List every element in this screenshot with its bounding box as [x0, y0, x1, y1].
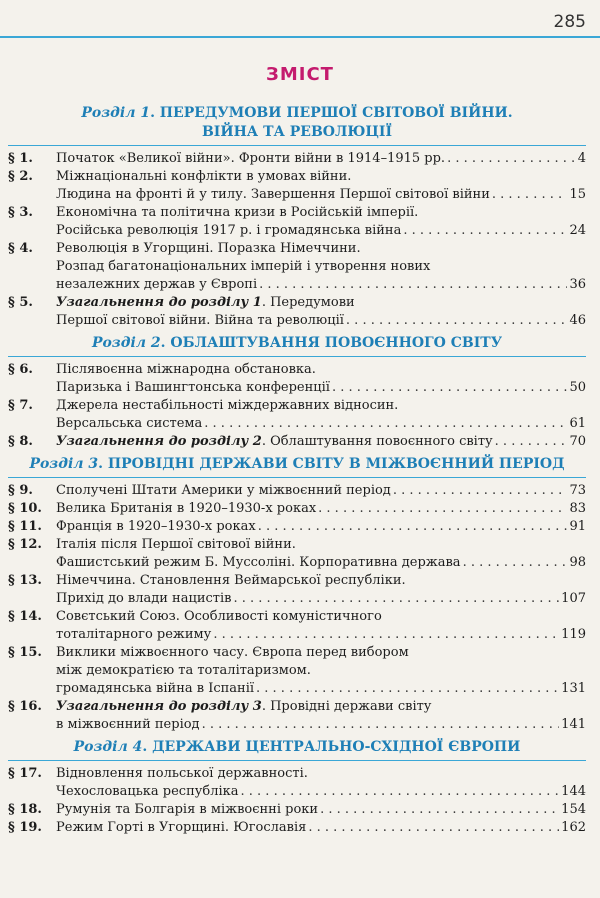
entry-page-number: 119 — [561, 627, 586, 642]
entry-body — [56, 168, 586, 204]
entry-number: § 14. — [8, 609, 42, 624]
entry-body — [56, 433, 586, 451]
entry-last-line — [56, 801, 586, 819]
entry-page-number: 50 — [569, 380, 586, 395]
entry-body — [56, 644, 586, 698]
entry-text: Фашистський режим Б. Муссоліні. Корпоративна держава — [56, 555, 461, 570]
entry-last-line — [56, 222, 586, 240]
toc-entry[interactable] — [8, 518, 586, 536]
entry-body — [56, 361, 586, 397]
summary-label: Узагальнення до розділу 3 — [56, 699, 262, 714]
section-name: . ПРОВІДНІ ДЕРЖАВИ СВІТУ В МІЖВОЄННИЙ ПЕРІОД — [98, 456, 565, 472]
entry-text: громадянська війна в Іспанії — [56, 681, 255, 696]
entry-last-line — [56, 276, 586, 294]
section-name: . ПЕРЕДУМОВИ ПЕРШОЇ СВІТОВОЇ ВІЙНИ. — [150, 105, 513, 121]
entry-text: . Передумови — [261, 295, 355, 310]
page-title: ЗМІСТ — [266, 64, 334, 85]
entry-page-number: 83 — [569, 501, 586, 516]
entry-number: § 2. — [8, 169, 33, 184]
entry-body — [56, 240, 586, 294]
dot-leader — [258, 518, 568, 536]
dot-leader — [256, 680, 559, 698]
toc-entry[interactable] — [8, 698, 586, 734]
entry-number: § 7. — [8, 398, 33, 413]
entry-number: § 6. — [8, 362, 33, 377]
entry-number: § 16. — [8, 699, 42, 714]
section-divider — [8, 477, 586, 478]
entry-line: Революція в Угорщині. Поразка Німеччини. — [56, 241, 361, 256]
entry-last-line — [56, 150, 586, 168]
entry-body — [56, 801, 586, 819]
entry-body — [56, 572, 586, 608]
entry-page-number: 141 — [561, 717, 586, 732]
entry-last-line — [56, 716, 586, 734]
entry-page-number: 15 — [569, 187, 586, 202]
entry-last-line — [56, 783, 586, 801]
section-name: . ОБЛАШТУВАННЯ ПОВОЄННОГО СВІТУ — [160, 335, 503, 351]
entry-number: § 5. — [8, 295, 33, 310]
entry-page-number: 4 — [577, 151, 586, 166]
entry-text: Режим Горті в Угорщині. Югославія — [56, 820, 307, 835]
toc-entry[interactable] — [8, 204, 586, 240]
entry-body — [56, 819, 586, 837]
dot-leader — [204, 415, 567, 433]
entry-body — [56, 765, 586, 801]
entry-text: Румунія та Болгарія в міжвоєнні роки — [56, 802, 319, 817]
dot-leader — [308, 819, 559, 837]
entry-page-number: 144 — [561, 784, 586, 799]
section-divider — [8, 145, 586, 146]
toc-entry[interactable] — [8, 500, 586, 518]
entry-text: Людина на фронті й у тилу. Завершення Першої світової війни — [56, 187, 490, 202]
dot-leader — [332, 379, 567, 397]
entry-text: Версальська система — [56, 416, 203, 431]
entry-last-line — [56, 680, 586, 698]
section-name: . ДЕРЖАВИ ЦЕНТРАЛЬНО-СХІДНОЇ ЄВРОПИ — [142, 739, 521, 755]
entry-page-number: 98 — [569, 555, 586, 570]
entry-line: Міжнаціональні конфлікти в умовах війни. — [56, 169, 352, 184]
section-label: Розділ 2 — [91, 335, 161, 351]
dot-leader — [202, 716, 560, 734]
entry-page-number: 36 — [569, 277, 586, 292]
entry-line — [56, 294, 586, 312]
dot-leader — [318, 500, 567, 518]
dot-leader — [346, 312, 568, 330]
section-divider — [8, 760, 586, 761]
toc-entry[interactable] — [8, 240, 586, 294]
toc-entry[interactable] — [8, 168, 586, 204]
entry-body — [56, 204, 586, 240]
entry-number: § 15. — [8, 645, 42, 660]
dot-leader — [241, 783, 560, 801]
entry-number: § 17. — [8, 766, 42, 781]
entry-text: Першої світової війни. Війна та революції — [56, 313, 344, 328]
dot-leader — [463, 554, 568, 572]
toc-entry[interactable] — [8, 536, 586, 572]
entry-body — [56, 608, 586, 644]
entry-number: § 3. — [8, 205, 33, 220]
toc-entry[interactable] — [8, 482, 586, 500]
entry-last-line — [56, 590, 586, 608]
toc-entry[interactable] — [8, 801, 586, 819]
dot-leader — [403, 222, 567, 240]
entry-number: § 1. — [8, 151, 33, 166]
header-rule — [0, 0, 600, 38]
entry-body — [56, 150, 586, 168]
toc-entry[interactable] — [8, 644, 586, 698]
entry-body — [56, 518, 586, 536]
section-heading — [8, 104, 586, 142]
entry-text: Сполучені Штати Америки у міжвоєнний період — [56, 483, 391, 498]
entry-page-number: 73 — [569, 483, 586, 498]
entry-last-line — [56, 415, 586, 433]
entry-line: Виклики міжвоєнного часу. Європа перед вибором — [56, 645, 409, 660]
entry-line: Розпад багатонаціональних імперій і утворення нових — [56, 259, 431, 274]
toc-entry[interactable] — [8, 572, 586, 608]
entry-body — [56, 536, 586, 572]
table-of-contents — [8, 100, 586, 837]
entry-page-number: 162 — [561, 820, 586, 835]
entry-page-number: 46 — [569, 313, 586, 328]
entry-line: Економічна та політична кризи в Російській імперії. — [56, 205, 419, 220]
dot-leader — [213, 626, 559, 644]
entry-text — [56, 433, 493, 451]
entry-number: § 9. — [8, 483, 33, 498]
toc-entry[interactable] — [8, 294, 586, 330]
entry-body — [56, 482, 586, 500]
entry-number: § 10. — [8, 501, 42, 516]
entry-text: Початок «Великої війни». Фронти війни в 1914–1915 рр. — [56, 151, 446, 166]
entry-page-number: 24 — [569, 223, 586, 238]
entry-last-line — [56, 482, 586, 500]
toc-entry[interactable] — [8, 608, 586, 644]
entry-page-number: 91 — [569, 519, 586, 534]
entry-page-number: 107 — [561, 591, 586, 606]
entry-number: § 11. — [8, 519, 42, 534]
entry-last-line — [56, 433, 586, 451]
entry-text: Чехословацька республіка — [56, 784, 239, 799]
entry-text: Франція в 1920–1930-х роках — [56, 519, 256, 534]
toc-entry[interactable] — [8, 397, 586, 433]
entry-text: в міжвоєнний період — [56, 717, 200, 732]
entry-number: § 12. — [8, 537, 42, 552]
entry-text: . Провідні держави світу — [261, 699, 432, 714]
dot-leader — [492, 186, 568, 204]
entry-number: § 8. — [8, 434, 33, 449]
toc-entry[interactable] — [8, 765, 586, 801]
entry-last-line — [56, 186, 586, 204]
section-label: Розділ 1 — [81, 105, 151, 121]
entry-last-line — [56, 518, 586, 536]
entry-number: § 18. — [8, 802, 42, 817]
section-name-line2: ВІЙНА ТА РЕВОЛЮЦІЇ — [201, 124, 393, 140]
entry-last-line — [56, 819, 586, 837]
entry-last-line — [56, 312, 586, 330]
entry-page-number: 131 — [561, 681, 586, 696]
summary-label: Узагальнення до розділу 2 — [56, 434, 262, 449]
entry-last-line — [56, 379, 586, 397]
dot-leader — [495, 433, 568, 451]
section-heading — [8, 455, 586, 474]
summary-label: Узагальнення до розділу 1 — [56, 295, 262, 310]
section-label: Розділ 4 — [73, 739, 143, 755]
section-label: Розділ 3 — [29, 456, 99, 472]
entry-text: Прихід до влади нацистів — [56, 591, 232, 606]
entry-line — [56, 698, 586, 716]
entry-text: Паризька і Вашингтонська конференції — [56, 380, 330, 395]
toc-entry[interactable] — [8, 150, 586, 168]
entry-page-number: 61 — [569, 416, 586, 431]
entry-body — [56, 294, 586, 330]
entry-last-line — [56, 554, 586, 572]
entry-body — [56, 397, 586, 433]
entry-text: тоталітарного режиму — [56, 627, 212, 642]
entry-body — [56, 500, 586, 518]
page-number: 285 — [553, 12, 586, 32]
entry-number: § 4. — [8, 241, 33, 256]
entry-text: . Облаштування повоєнного світу — [261, 434, 493, 449]
entry-line: між демократією та тоталітаризмом. — [56, 663, 311, 678]
entry-line: Відновлення польської державності. — [56, 766, 308, 781]
entry-last-line — [56, 500, 586, 518]
entry-line: Італія після Першої світової війни. — [56, 537, 296, 552]
entry-text: Російська революція 1917 р. і громадянська війна — [56, 223, 402, 238]
entry-number: § 13. — [8, 573, 42, 588]
dot-leader — [320, 801, 559, 819]
entry-last-line — [56, 626, 586, 644]
toc-entry[interactable] — [8, 361, 586, 397]
entry-text: Велика Британія в 1920–1930-х роках — [56, 501, 317, 516]
toc-entry[interactable] — [8, 819, 586, 837]
section-divider — [8, 356, 586, 357]
entry-line: Совєтський Союз. Особливості комуністичного — [56, 609, 382, 624]
dot-leader — [447, 150, 576, 168]
section-heading — [8, 334, 586, 353]
dot-leader — [259, 276, 567, 294]
entry-line: Німеччина. Становлення Веймарської республіки. — [56, 573, 406, 588]
toc-entry[interactable] — [8, 433, 586, 451]
entry-line: Післявоєнна міжнародна обстановка. — [56, 362, 316, 377]
entry-number: § 19. — [8, 820, 42, 835]
entry-text: незалежних держав у Європі — [56, 277, 258, 292]
entry-line: Джерела нестабільності міждержавних відносин. — [56, 398, 399, 413]
dot-leader — [393, 482, 568, 500]
section-heading — [8, 738, 586, 757]
entry-page-number: 70 — [569, 434, 586, 449]
entry-page-number: 154 — [561, 802, 586, 817]
dot-leader — [233, 590, 559, 608]
entry-body — [56, 698, 586, 734]
